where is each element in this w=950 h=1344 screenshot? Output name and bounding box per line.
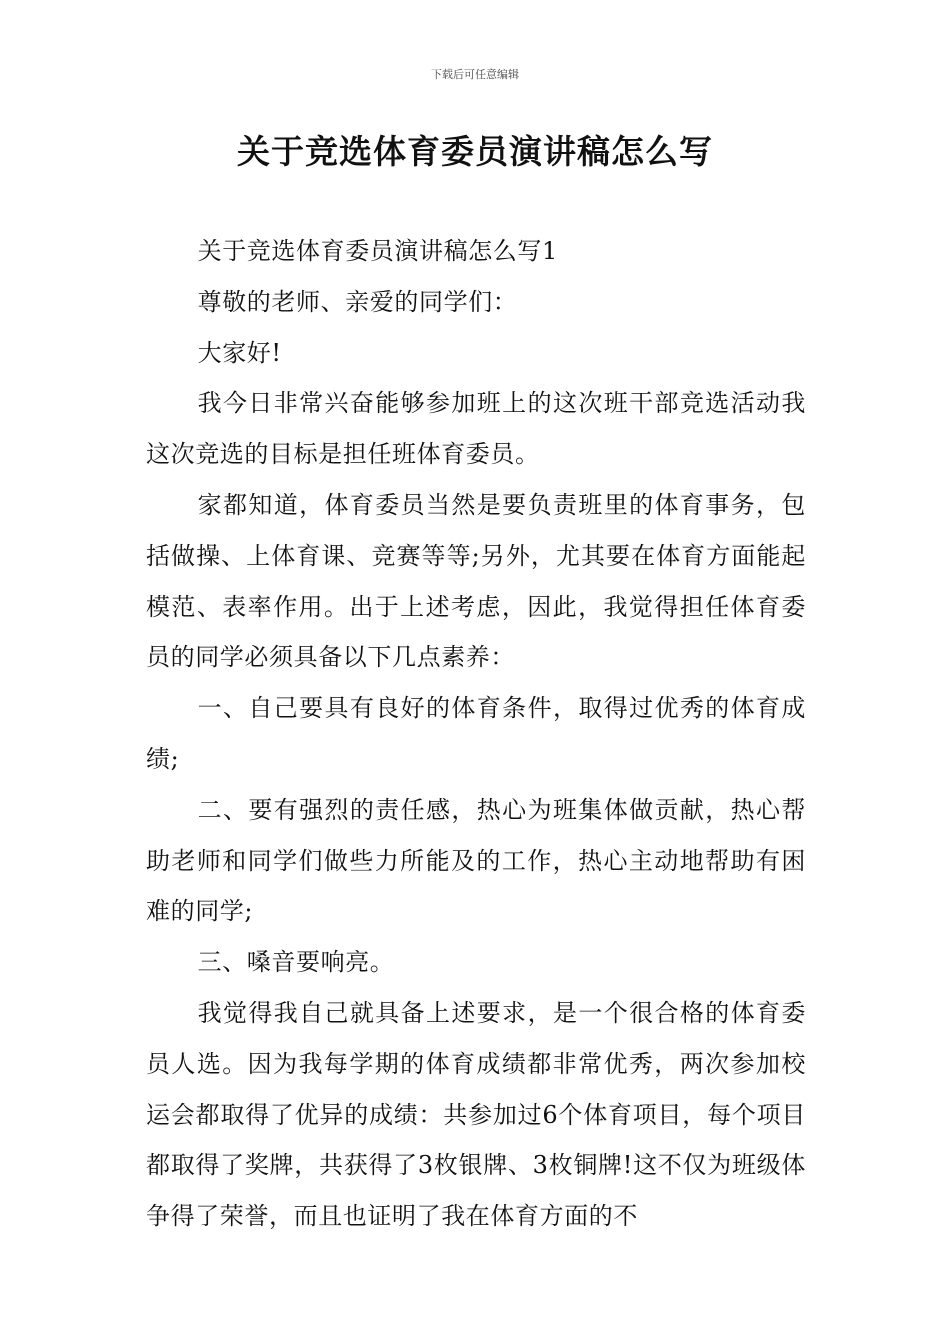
paragraph-intro: 我今日非常兴奋能够参加班上的这次班干部竞选活动我这次竞选的目标是担任班体育委员。: [146, 389, 806, 469]
paragraph-point-three: 三、嗓音要响亮。: [197, 948, 395, 977]
document-title: 关于竞选体育委员演讲稿怎么写: [237, 132, 713, 171]
paragraph-salutation: 尊敬的老师、亲爱的同学们：: [197, 287, 518, 316]
document-body: [146, 226, 806, 1242]
paragraph-point-one: 一、自己要具有良好的体育条件，取得过优秀的体育成绩;: [146, 694, 806, 773]
header-note: 下载后可任意编辑: [431, 68, 519, 81]
paragraph-greeting: 大家好!: [197, 338, 282, 367]
paragraph-duties: 家都知道，体育委员当然是要负责班里的体育事务，包括做操、上体育课、竞赛等等;另外，尤其要在体育方面能起模范、表率作用。出于上述考虑，因此，我觉得担任体育委员的同学必须具备以下几点素养：: [146, 490, 806, 672]
paragraph-qualifications: 我觉得我自己就具备上述要求，是一个很合格的体育委员人选。因为我每学期的体育成绩都非常优秀，两次参加校运会都取得了优异的成绩：共参加过6个体育项目，每个项目都取得了奖牌，共获得了3枚银牌、3枚铜牌!这不仅为班级体争得了荣誉，而且也证明了我在体育方面的不: [146, 998, 806, 1231]
paragraph-point-two: 二、要有强烈的责任感，热心为班集体做贡献，热心帮助老师和同学们做些力所能及的工作，热心主动地帮助有困难的同学;: [146, 795, 806, 926]
paragraph-subtitle: 关于竞选体育委员演讲稿怎么写1: [197, 237, 558, 265]
